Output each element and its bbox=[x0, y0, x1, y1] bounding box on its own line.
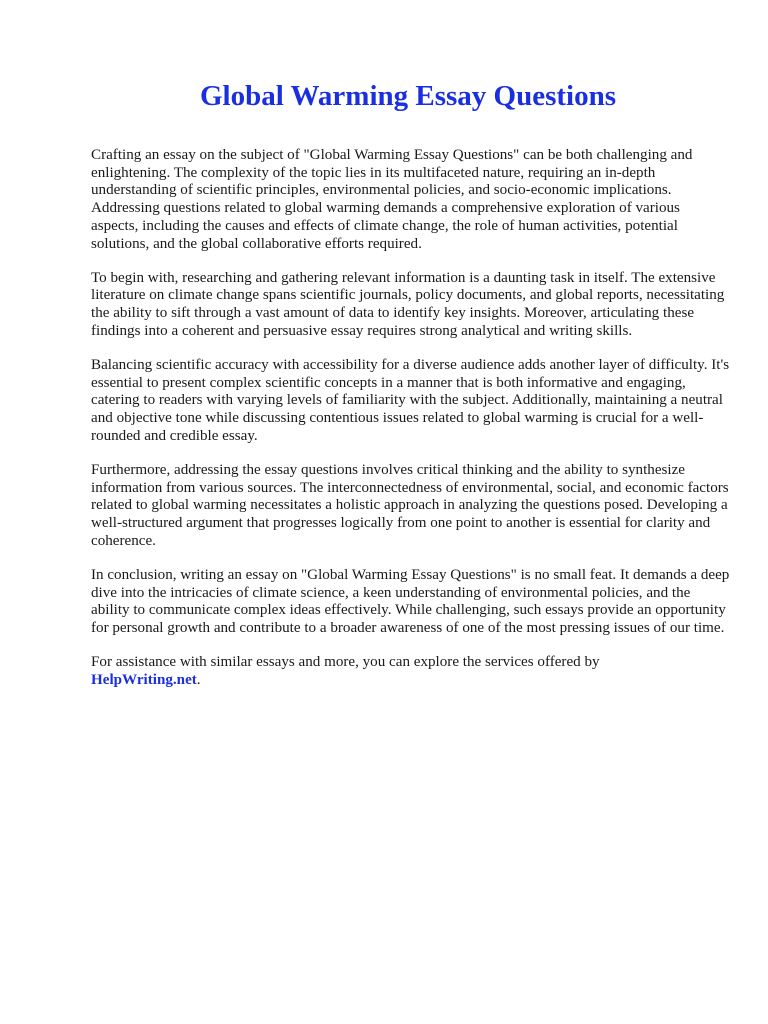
paragraph-3: Balancing scientific accuracy with accessibility for a diverse audience adds another layer of difficulty. It's essential to present complex scientific concepts in a manner that is both informative and engaging, catering to readers with varying levels of familiarity with the subject. Additionally, maintaining a neutral and objective tone while discussing contentious issues related to global warming is crucial for a well-rounded and credible essay. bbox=[91, 357, 730, 444]
closing-text: For assistance with similar essays and more, you can explore the services offered by bbox=[91, 654, 600, 671]
closing-paragraph bbox=[91, 654, 731, 689]
essay-body bbox=[91, 147, 731, 706]
paragraph-1: Crafting an essay on the subject of "Global Warming Essay Questions" can be both challenging and enlightening. The complexity of the topic lies in its multifaceted nature, requiring an in-depth understanding of scientific principles, environmental policies, and socio-economic implications. Addressing questions related to global warming demands a comprehensive exploration of various aspects, including the causes and effects of climate change, the role of human activities, potential solutions, and the global collaborative efforts required. bbox=[91, 147, 693, 252]
closing-period: . bbox=[196, 672, 201, 689]
page-title: Global Warming Essay Questions bbox=[199, 80, 617, 112]
helpwriting-link[interactable]: HelpWriting.net bbox=[91, 672, 197, 689]
paragraph-5: In conclusion, writing an essay on "Global Warming Essay Questions" is no small feat. It demands a deep dive into the intricacies of climate science, a keen understanding of environmental policies, and the ability to communicate complex ideas effectively. While challenging, such essays provide an opportunity for personal growth and contribute to a broader awareness of one of the most pressing issues of our time. bbox=[91, 567, 730, 637]
paragraph-2: To begin with, researching and gathering relevant information is a daunting task in itself. The extensive literature on climate change spans scientific journals, policy documents, and global reports, necessitating the ability to sift through a vast amount of data to identify key insights. Moreover, articulating these findings into a coherent and persuasive essay requires strong analytical and writing skills. bbox=[91, 269, 725, 339]
paragraph-4: Furthermore, addressing the essay questions involves critical thinking and the ability to synthesize information from various sources. The interconnectedness of environmental, social, and economic factors related to global warming necessitates a holistic approach in analyzing the questions posed. Developing a well-structured argument that progresses logically from one point to another is essential for clarity and coherence. bbox=[91, 462, 729, 549]
